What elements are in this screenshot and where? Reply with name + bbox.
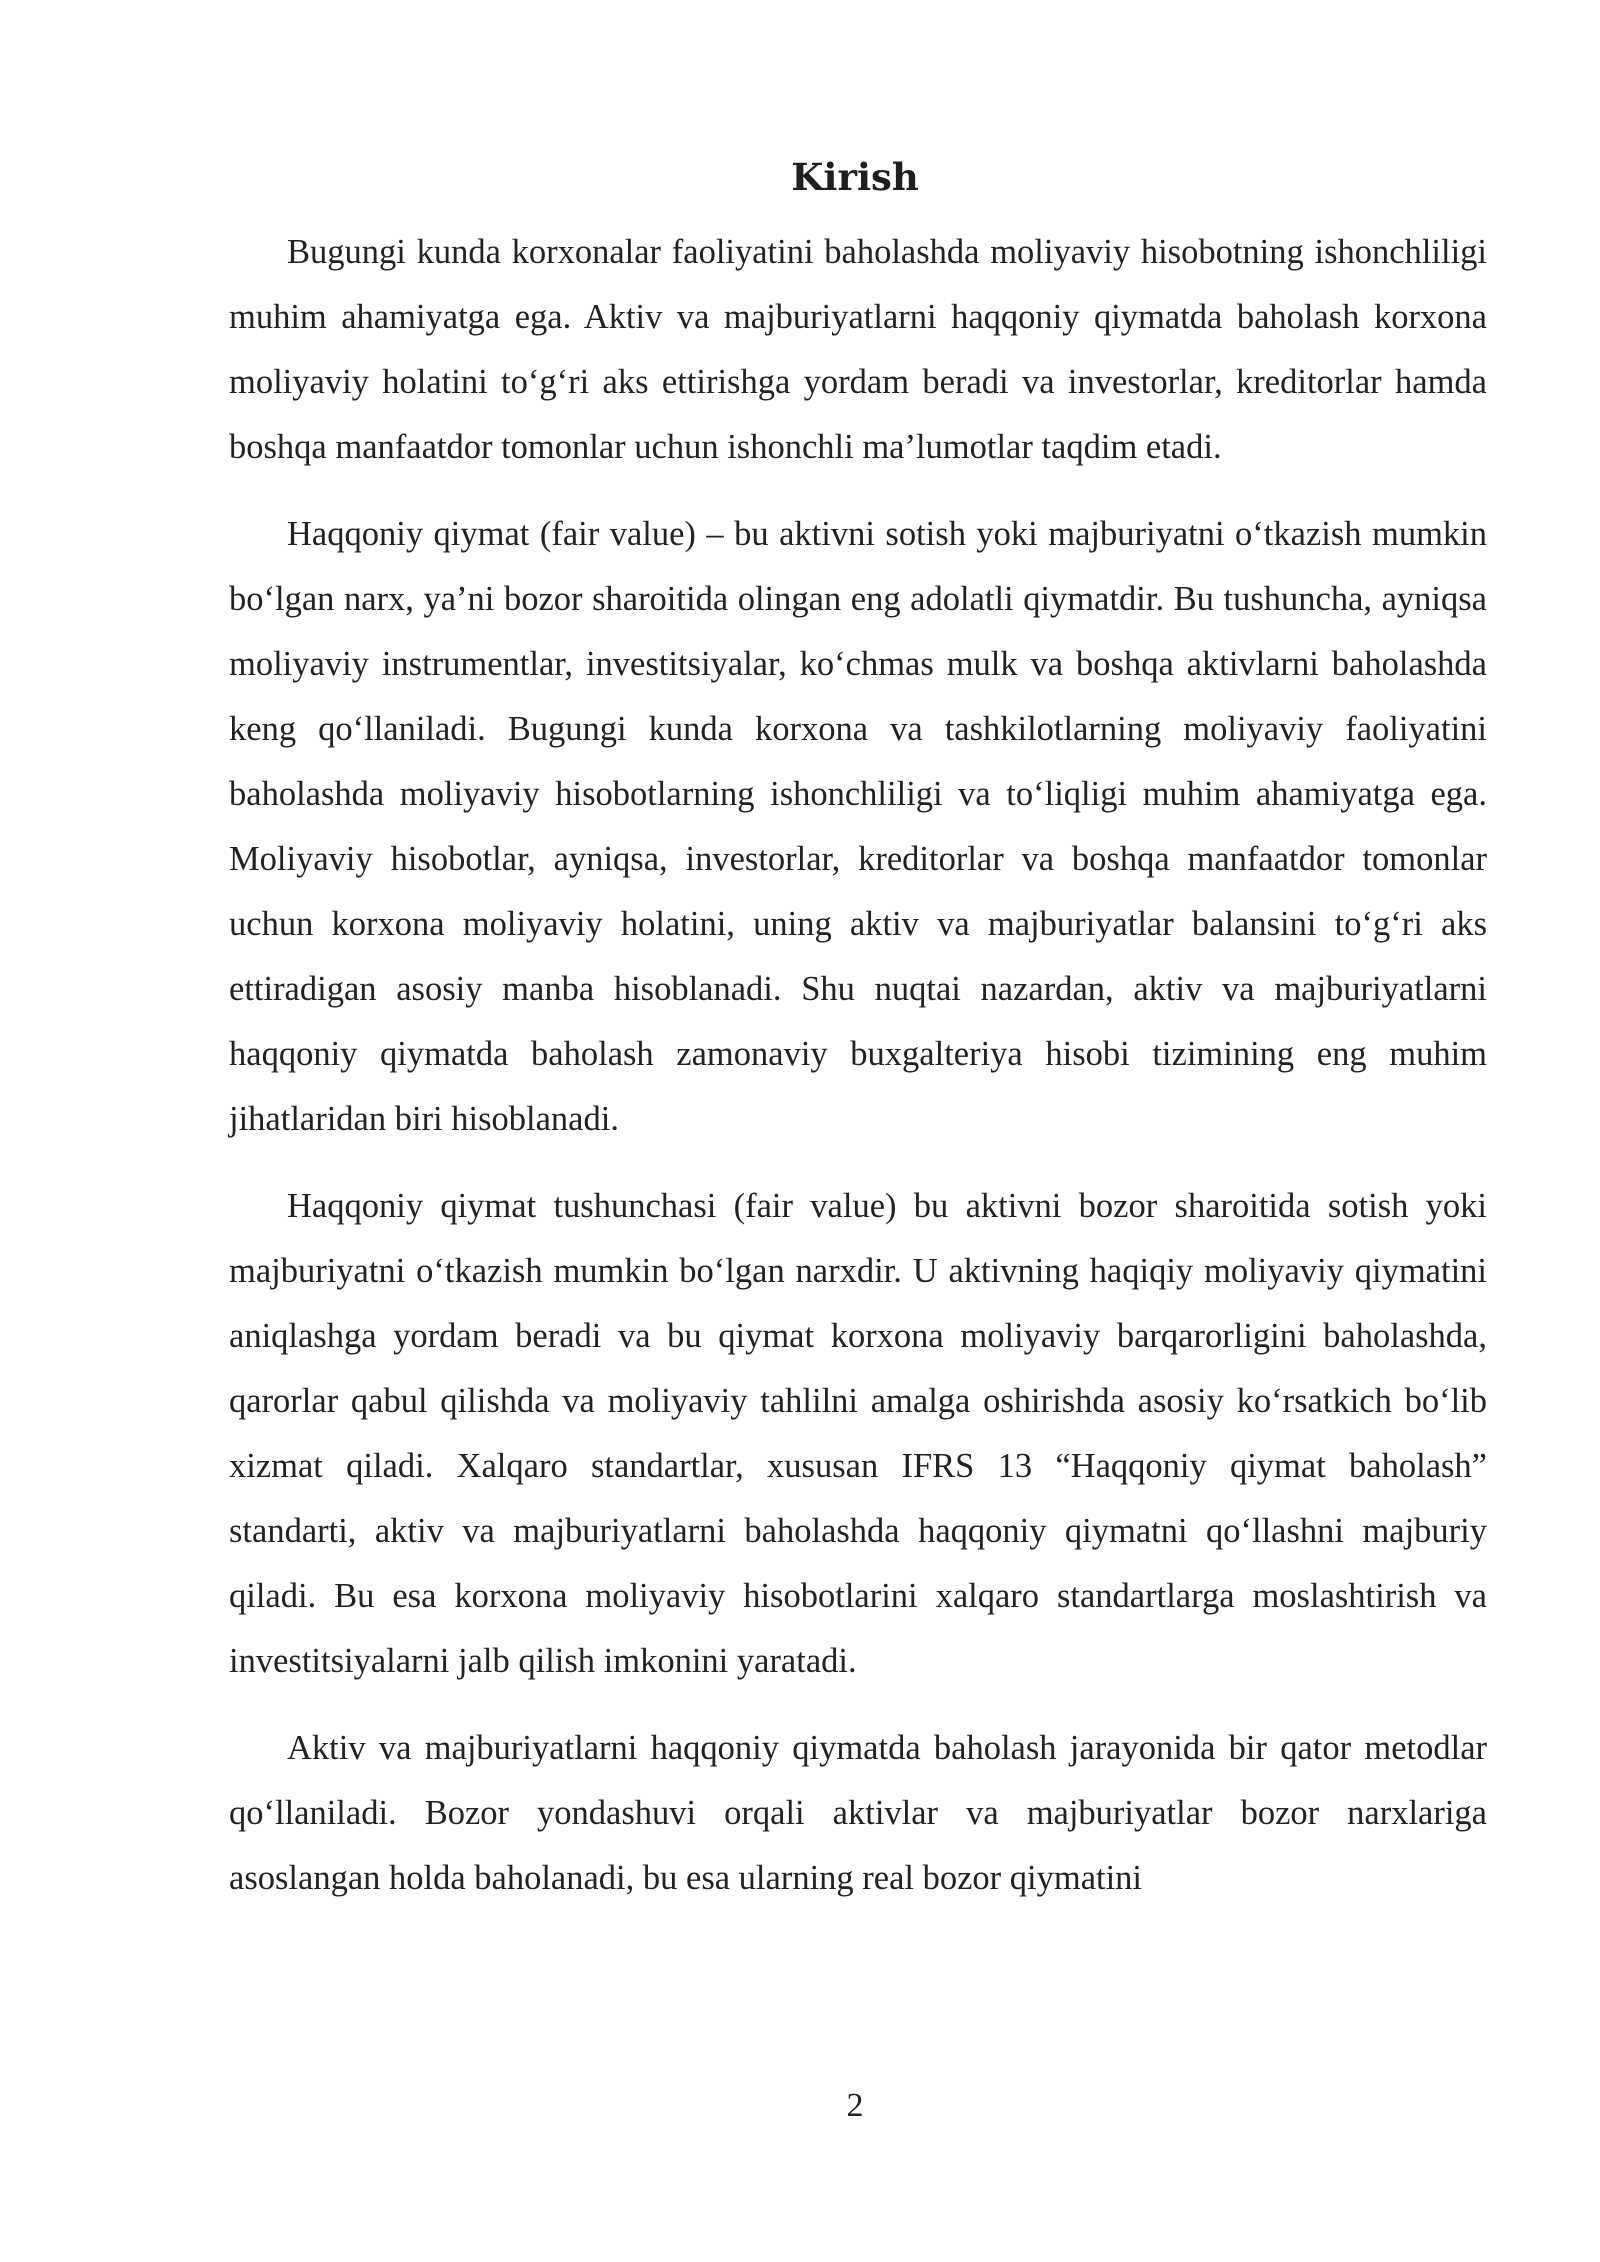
paragraph-1: Bugungi kunda korxonalar faoliyatini baholashda moliyaviy hisobotning ishonchliligi muhim ahamiyatga ega. Aktiv va majburiyatlarni haqqoniy qiymatda baholash korxona moliyaviy holatini to‘g‘ri aks ettirishga yordam beradi va investorlar, kreditorlar hamda boshqa manfaatdor tomonlar uchun ishonchli ma’lumotlar taqdim etadi. (229, 233, 1487, 466)
body-text (229, 220, 1487, 1933)
paragraph-4: Aktiv va majburiyatlarni haqqoniy qiymatda baholash jarayonida bir qator metodlar qo‘llaniladi. Bozor yondashuvi orqali aktivlar va majburiyatlar bozor narxlariga asoslangan holda baholanadi, bu esa ularning real bozor qiymatini (229, 1729, 1487, 1897)
paragraph-2: Haqqoniy qiymat (fair value) – bu aktivni sotish yoki majburiyatni o‘tkazish mumkin bo‘lgan narx, ya’ni bozor sharoitida olingan eng adolatli qiymatdir. Bu tushuncha, ayniqsa moliyaviy instrumentlar, investitsiyalar, ko‘chmas mulk va boshqa aktivlarni baholashda keng qo‘llaniladi. Bugungi kunda korxona va tashkilotlarning moliyaviy faoliyatini baholashda moliyaviy hisobotlarning ishonchliligi va to‘liqligi muhim ahamiyatga ega. Moliyaviy hisobotlar, ayniqsa, investorlar, kreditorlar va boshqa manfaatdor tomonlar uchun korxona moliyaviy holatini, uning aktiv va majburiyatlar balansini to‘g‘ri aks ettiradigan asosiy manba hisoblanadi. Shu nuqtai nazardan, aktiv va majburiyatlarni haqqoniy qiymatda baholash zamonaviy buxgalteriya hisobi tizimining eng muhim jihatlaridan biri hisoblanadi. (229, 515, 1487, 1138)
page-title: Kirish (791, 155, 919, 199)
paragraph-3: Haqqoniy qiymat tushunchasi (fair value) bu aktivni bozor sharoitida sotish yoki majburiyatni o‘tkazish mumkin bo‘lgan narxdir. U aktivning haqiqiy moliyaviy qiymatini aniqlashga yordam beradi va bu qiymat korxona moliyaviy barqarorligini baholashda, qarorlar qabul qilishda va moliyaviy tahlilni amalga oshirishda asosiy ko‘rsatkich bo‘lib xizmat qiladi. Xalqaro standartlar, xususan IFRS 13 “Haqqoniy qiymat baholash” standarti, aktiv va majburiyatlarni baholashda haqqoniy qiymatni qo‘llashni majburiy qiladi. Bu esa korxona moliyaviy hisobotlarini xalqaro standartlarga moslashtirish va investitsiyalarni jalb qilish imkonini yaratadi. (229, 1187, 1487, 1680)
page-number: 2 (846, 2087, 864, 2124)
